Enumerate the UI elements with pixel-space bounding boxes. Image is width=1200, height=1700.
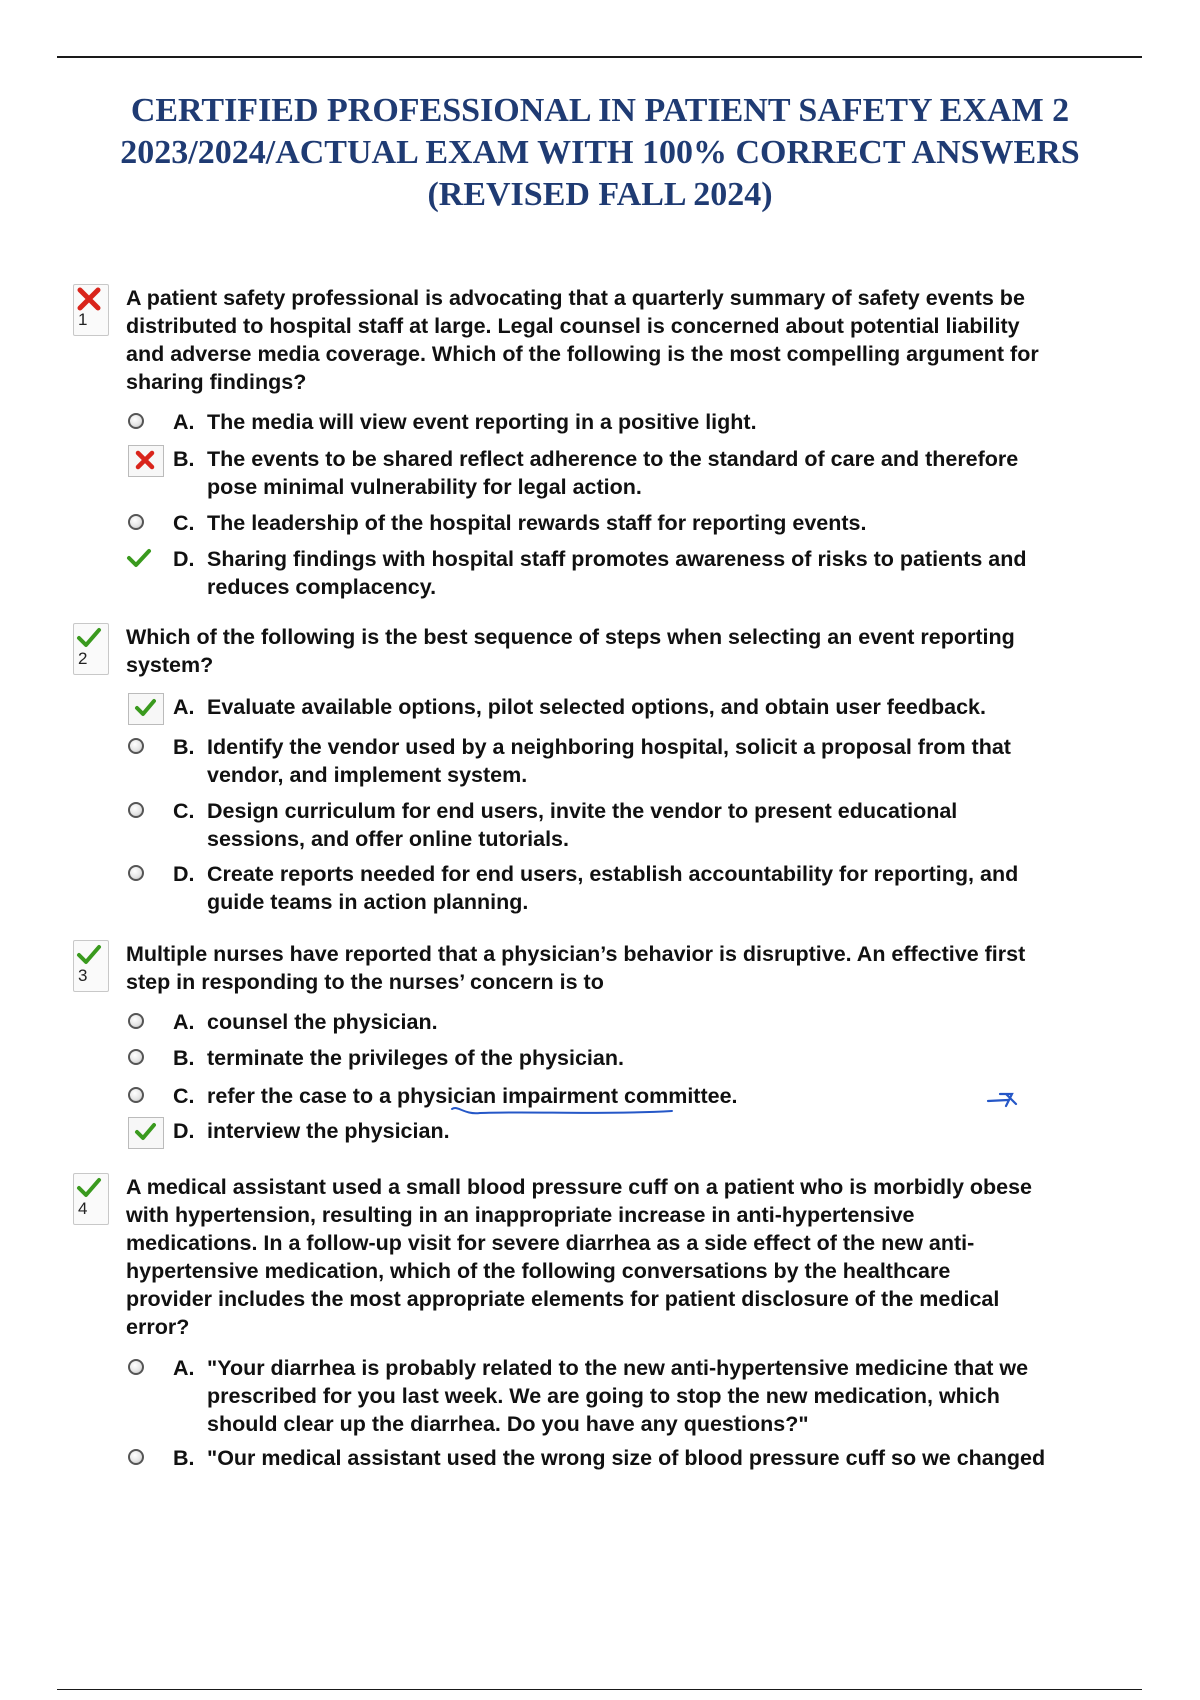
radio-button[interactable] bbox=[128, 1087, 144, 1103]
question-line: A patient safety professional is advocating that a quarterly summary of safety events be bbox=[126, 286, 1025, 310]
option-line: vendor, and implement system. bbox=[207, 763, 528, 787]
radio-button[interactable] bbox=[128, 738, 144, 754]
option-text bbox=[207, 1082, 1167, 1110]
result-marker bbox=[73, 1173, 109, 1225]
question-line: and adverse media coverage. Which of the following is the most compelling argument for bbox=[126, 342, 1039, 366]
option-line: reduces complacency. bbox=[207, 575, 437, 599]
option-text bbox=[207, 545, 1167, 601]
question-line: Which of the following is the best sequence of steps when selecting an event reporting bbox=[126, 625, 1015, 649]
question-line: sharing findings? bbox=[126, 370, 307, 394]
option-letter: D. bbox=[173, 1119, 195, 1143]
option-letter: B. bbox=[173, 735, 195, 759]
option-line: interview the physician. bbox=[207, 1119, 450, 1143]
title-line-1: CERTIFIED PROFESSIONAL IN PATIENT SAFETY EXAM 2 bbox=[130, 92, 1070, 129]
handwritten-mark-icon bbox=[986, 1088, 1020, 1110]
radio-button[interactable] bbox=[128, 802, 144, 818]
document-title bbox=[60, 90, 1140, 216]
selected-answer-box[interactable] bbox=[128, 1117, 164, 1149]
option-text bbox=[207, 860, 1167, 916]
question-text bbox=[126, 623, 1156, 679]
radio-button[interactable] bbox=[128, 1359, 144, 1375]
question-text bbox=[126, 940, 1156, 996]
question-line: with hypertension, resulting in an inappropriate increase in anti-hypertensive bbox=[126, 1203, 915, 1227]
option-line: "Our medical assistant used the wrong size of blood pressure cuff so we changed bbox=[207, 1446, 1046, 1470]
option-letter: C. bbox=[173, 511, 195, 535]
option-letter: B. bbox=[173, 1046, 195, 1070]
option-letter: D. bbox=[173, 547, 195, 571]
cross-icon bbox=[76, 287, 102, 311]
option-line: Evaluate available options, pilot selected options, and obtain user feedback. bbox=[207, 695, 986, 719]
question-line: error? bbox=[126, 1315, 190, 1339]
check-icon bbox=[134, 1121, 156, 1143]
option-text bbox=[207, 408, 1167, 436]
radio-button[interactable] bbox=[128, 865, 144, 881]
option-line: Create reports needed for end users, establish accountability for reporting, and bbox=[207, 862, 1019, 886]
question-number: 2 bbox=[78, 649, 88, 668]
question-line: distributed to hospital staff at large. Legal counsel is concerned about potential liability bbox=[126, 314, 1020, 338]
option-letter: A. bbox=[173, 410, 195, 434]
option-letter: A. bbox=[173, 695, 195, 719]
result-marker bbox=[73, 284, 109, 336]
option-line: refer the case to a physician impairment committee. bbox=[207, 1084, 738, 1108]
correct-answer-marker bbox=[126, 547, 148, 569]
option-letter: D. bbox=[173, 862, 195, 886]
option-line: prescribed for you last week. We are going to stop the new medication, which bbox=[207, 1384, 1000, 1408]
option-text bbox=[207, 797, 1167, 853]
question-line: hypertensive medication, which of the following conversations by the healthcare bbox=[126, 1259, 951, 1283]
option-line: guide teams in action planning. bbox=[207, 890, 529, 914]
option-text bbox=[207, 1117, 1167, 1145]
option-letter: A. bbox=[173, 1356, 195, 1380]
option-letter: A. bbox=[173, 1010, 195, 1034]
option-text bbox=[207, 1444, 1167, 1472]
question-line: provider includes the most appropriate elements for patient disclosure of the medical bbox=[126, 1287, 1000, 1311]
option-line: counsel the physician. bbox=[207, 1010, 438, 1034]
option-line: should clear up the diarrhea. Do you have any questions?" bbox=[207, 1412, 809, 1436]
check-icon bbox=[126, 547, 152, 569]
option-line: The events to be shared reflect adherence to the standard of care and therefore bbox=[207, 447, 1019, 471]
option-line: The leadership of the hospital rewards staff for reporting events. bbox=[207, 511, 867, 535]
option-letter: B. bbox=[173, 1446, 195, 1470]
question-text bbox=[126, 284, 1156, 396]
option-text bbox=[207, 1044, 1167, 1072]
check-icon bbox=[76, 943, 102, 967]
option-line: Design curriculum for end users, invite the vendor to present educational bbox=[207, 799, 958, 823]
radio-button[interactable] bbox=[128, 1013, 144, 1029]
bottom-rule bbox=[57, 1689, 1142, 1690]
option-text bbox=[207, 509, 1167, 537]
cross-icon bbox=[134, 449, 156, 471]
check-icon bbox=[76, 1176, 102, 1200]
check-icon bbox=[134, 697, 156, 719]
option-line: sessions, and offer online tutorials. bbox=[207, 827, 569, 851]
radio-button[interactable] bbox=[128, 514, 144, 530]
radio-button[interactable] bbox=[128, 1449, 144, 1465]
check-icon bbox=[76, 626, 102, 650]
question-number: 1 bbox=[78, 310, 88, 329]
option-letter: C. bbox=[173, 799, 195, 823]
option-line: terminate the privileges of the physician. bbox=[207, 1046, 624, 1070]
result-marker bbox=[73, 623, 109, 675]
question-text bbox=[126, 1173, 1156, 1341]
option-letter: B. bbox=[173, 447, 195, 471]
option-text bbox=[207, 1008, 1167, 1036]
option-text bbox=[207, 445, 1167, 501]
title-line-3: (REVISED FALL 2024) bbox=[427, 176, 773, 213]
option-line: Identify the vendor used by a neighboring hospital, solicit a proposal from that bbox=[207, 735, 1011, 759]
option-text bbox=[207, 693, 1167, 721]
question-number: 4 bbox=[78, 1199, 88, 1218]
option-text bbox=[207, 733, 1167, 789]
top-rule bbox=[57, 56, 1142, 58]
title-line-2: 2023/2024/ACTUAL EXAM WITH 100% CORRECT ANSWERS bbox=[120, 134, 1080, 171]
option-line: Sharing findings with hospital staff promotes awareness of risks to patients and bbox=[207, 547, 1027, 571]
question-line: A medical assistant used a small blood pressure cuff on a patient who is morbidly obese bbox=[126, 1175, 1033, 1199]
question-number: 3 bbox=[78, 966, 88, 985]
option-line: pose minimal vulnerability for legal action. bbox=[207, 475, 642, 499]
question-line: step in responding to the nurses’ concern is to bbox=[126, 970, 604, 994]
option-text bbox=[207, 1354, 1167, 1438]
question-line: medications. In a follow-up visit for severe diarrhea as a side effect of the new anti- bbox=[126, 1231, 975, 1255]
result-marker bbox=[73, 940, 109, 992]
selected-answer-box[interactable] bbox=[128, 693, 164, 725]
question-line: system? bbox=[126, 653, 214, 677]
radio-button[interactable] bbox=[128, 1049, 144, 1065]
option-line: "Your diarrhea is probably related to the new anti-hypertensive medicine that we bbox=[207, 1356, 1029, 1380]
handwritten-underline bbox=[450, 1103, 675, 1119]
option-line: The media will view event reporting in a positive light. bbox=[207, 410, 757, 434]
question-line: Multiple nurses have reported that a physician’s behavior is disruptive. An effective first bbox=[126, 942, 1026, 966]
selected-answer-box[interactable] bbox=[128, 445, 164, 477]
radio-button[interactable] bbox=[128, 413, 144, 429]
option-letter: C. bbox=[173, 1084, 195, 1108]
